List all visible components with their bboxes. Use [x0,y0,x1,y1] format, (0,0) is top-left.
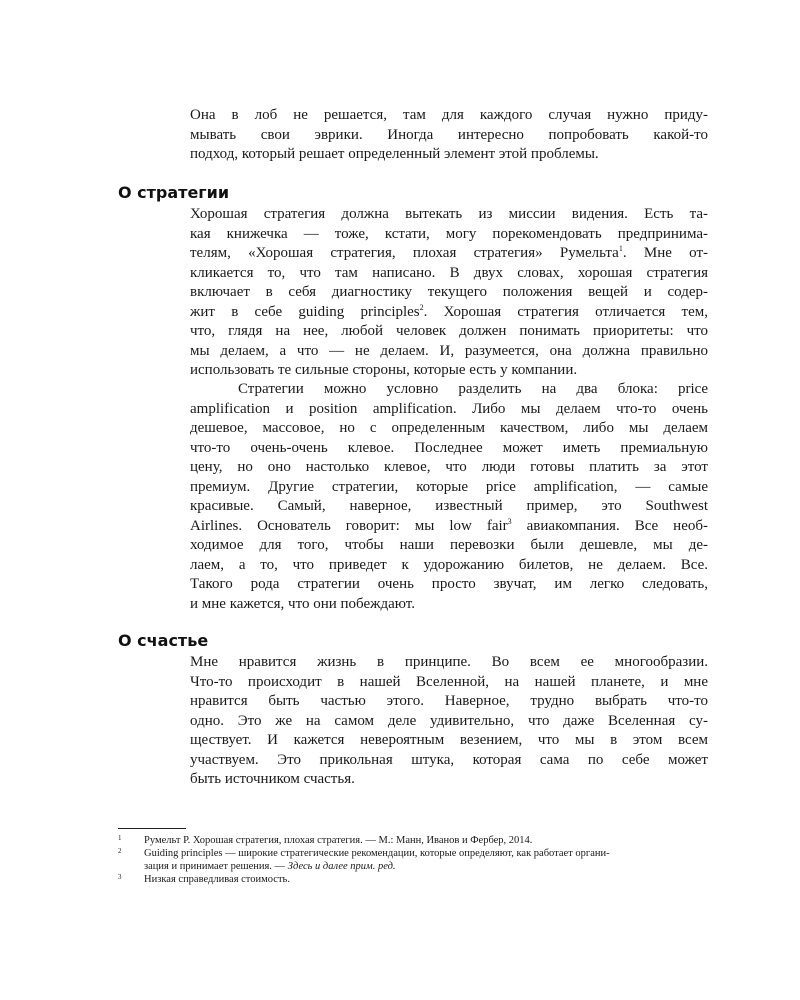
intro-line: Она в лоб не решается, там для каждого случая нужно приду- [190,107,708,123]
strategy-line: лаем, а то, что приведет к удорожанию билетов, не делаем. Все. [190,556,708,573]
strategy-line: Хорошая стратегия должна вытекать из миссии видения. Есть та- [190,206,708,222]
strategy-line [190,517,708,537]
happiness-line: нравится быть частью этого. Наверное, трудно выбрать что-то [190,693,708,709]
footnote-text: Румельт Р. Хорошая стратегия, плохая стратегия. — М.: Манн, Иванов и Фербер, 2014. [144,835,533,846]
strategy-paragraph-2 [190,380,708,614]
strategy-line [190,244,708,264]
strategy-line-text: телям, «Хорошая стратегия, плохая стратегия» Румельта [190,245,619,261]
strategy-paragraph-1 [190,205,708,381]
strategy-line: красивые. Самый, наверное, известный пример, это Southwest [190,498,708,514]
strategy-line: Такого рода стратегии очень просто звучат, им легко следовать, [190,576,708,592]
strategy-line: включает в себя диагностику текущего положения вещей и содер- [190,284,708,300]
footnote-number: 3 [118,873,122,881]
intro-paragraph [190,106,708,165]
happiness-line: Что-то происходит в нашей Вселенной, на нашей планете, и мне [190,673,708,690]
strategy-line: дешевое, массовое, но с определенным качеством, либо мы делаем [190,420,708,436]
footnote-3 [118,873,708,886]
strategy-line: что-то очень-очень клевое. Последнее может иметь премиальную [190,439,708,456]
strategy-line: что, глядя на нее, любой человек должен понимать приоритеты: что [190,323,708,339]
footnote-ref-1[interactable]: 1 [618,244,623,253]
strategy-line-tail: . Хорошая стратегия отличается тем, [423,303,709,320]
strategy-line-text: Airlines. Основатель говорит: мы low fair [190,517,508,534]
intro-line: подход, который решает определенный элемент этой проблемы. [190,146,599,162]
footnote-text-line: зация и принимает решения. — [144,861,288,872]
strategy-line: премиум. Другие стратегии, которые price amplification, — самые [190,478,708,495]
strategy-line: цену, но оно настолько клевое, что люди готовы платить за этот [190,459,708,475]
happiness-line: ществует. И кажется невероятным везением, что мы в этом всем [190,732,708,748]
footnote-ref-2[interactable]: 2 [419,302,424,312]
footnote-divider [118,828,186,829]
footnote-number: 1 [118,834,122,842]
happiness-line: быть источником счастья. [190,771,355,787]
footnote-editor-note: Здесь и далее прим. ред. [287,861,396,872]
happiness-line: одно. Это же на самом деле удивительно, что даже Вселенная су- [190,712,708,729]
strategy-line: и мне кажется, что они побеждают. [190,595,415,612]
strategy-line: кликается то, что там написано. В двух словах, хорошая стратегия [190,264,708,281]
footnote-text [144,847,708,873]
strategy-line: ходимое для того, чтобы наши перевозки были дешевле, мы де- [190,537,708,553]
footnote-ref-3[interactable]: 3 [507,516,512,526]
strategy-line [190,303,708,323]
strategy-line-text: жит в себе guiding principles [190,303,420,320]
footnote-text-line: Guiding principles — широкие стратегические рекомендации, которые определяют, как работает органи- [144,848,610,859]
strategy-line-tail: . Мне от- [622,245,709,261]
footnote-number: 2 [118,847,122,855]
happiness-paragraph [190,653,708,790]
footnote-1 [118,834,708,847]
strategy-line: Стратегии можно условно разделить на два блока: price [238,381,708,397]
footnote-text: Низкая справедливая стоимость. [144,874,290,885]
strategy-line: использовать те сильные стороны, которые есть у компании. [190,362,578,378]
strategy-line-tail: авиакомпания. Все необ- [511,517,708,534]
strategy-line: мы делаем, а что — не делаем. И, разумеется, она должна правильно [190,342,708,359]
happiness-line: Мне нравится жизнь в принципе. Во всем ее многообразии. [190,654,708,670]
happiness-line: участвуем. Это прикольная штука, которая сама по себе может [190,751,708,768]
section-heading-happiness: О счастье [118,631,209,650]
strategy-line: кая книжечка — тоже, кстати, могу порекомендовать предпринима- [190,225,708,242]
section-heading-strategy: О стратегии [118,183,230,202]
footnote-2 [118,847,708,873]
intro-line: мывать свои эврики. Иногда интересно попробовать какой-то [190,126,708,143]
strategy-line: amplification и position amplification. Либо мы делаем что-то очень [190,400,708,417]
